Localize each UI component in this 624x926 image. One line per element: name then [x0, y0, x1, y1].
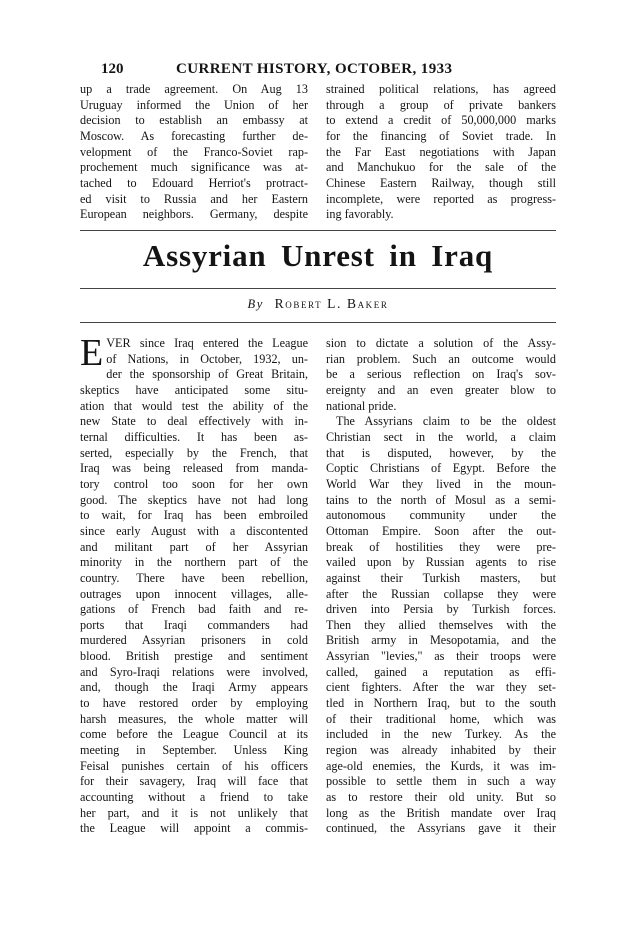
text-line: velopment of the Franco-Soviet rap-	[80, 144, 308, 159]
text-line: World War they lived in the moun-	[326, 476, 556, 491]
text-line: come before the League Council at its	[80, 727, 308, 742]
text-line: VER since Iraq entered the League	[106, 336, 308, 350]
text-line: the Far East negotiations with Japan	[326, 144, 556, 159]
text-line: ed visit to Russia and her Eastern	[80, 191, 308, 206]
prior-article-right-column	[326, 82, 556, 223]
text-line: and Syro-Iraqi relations were involved,	[80, 664, 308, 679]
text-line: called, gained a reputation as effi-	[326, 664, 556, 679]
text-line: blood. British prestige and sentiment	[80, 649, 308, 664]
text-line: tains to the north of Mosul as a semi-	[326, 492, 556, 507]
text-line: possible to settle them in such a way	[326, 774, 556, 789]
text-line: tached to Edouard Herriot's protract-	[80, 175, 308, 190]
text-line: European neighbors. Germany, despite	[80, 207, 308, 222]
text-line: for the financing of Soviet trade. In	[326, 128, 556, 143]
prior-article-left-column	[80, 82, 308, 223]
page-number: 120	[101, 61, 124, 77]
text-line: Uruguay informed the Union of her	[80, 97, 308, 112]
text-line: rian problem. Such an outcome would	[326, 351, 556, 366]
text-line: good. The skeptics have not had long	[80, 492, 308, 507]
text-line: gations of French bad faith and re-	[80, 602, 308, 617]
text-line: and Manchukuo for the sale of the	[326, 160, 556, 175]
text-line: of their traditional home, which was	[326, 711, 556, 726]
text-line: Then they allied themselves with the	[326, 617, 556, 632]
text-line: since early August with a discontented	[80, 523, 308, 538]
text-line: sion to dictate a solution of the Assy-	[326, 336, 556, 350]
text-line: the League will appoint a commis-	[80, 821, 308, 836]
text-line: Chinese Eastern Railway, though still	[326, 175, 556, 190]
text-line: through a group of private bankers	[326, 97, 556, 112]
text-line: national pride.	[326, 398, 397, 413]
text-line: ternal difficulties. It has been as-	[80, 429, 308, 444]
running-head: CURRENT HISTORY, OCTOBER, 1933	[176, 61, 453, 77]
text-line: meeting in September. Unless King	[80, 743, 308, 758]
text-line: Moscow. As forecasting further de-	[80, 128, 308, 143]
text-line: included in the new Turkey. As the	[326, 727, 556, 742]
author-name: Robert L. Baker	[274, 296, 389, 311]
divider-rule	[80, 288, 556, 289]
text-line: against their Turkish masters, but	[326, 570, 556, 585]
text-line: decision to establish an embassy at	[80, 113, 308, 128]
text-line: country. There have been rebellion,	[80, 570, 308, 585]
text-line: prochement much significance was at-	[80, 160, 308, 175]
text-line: break of hostilities they were pre-	[326, 539, 556, 554]
text-line: be a serious reflection on Iraq's sov-	[326, 367, 556, 382]
article-body-right-column	[326, 336, 556, 837]
text-line: long as the British mandate over Iraq	[326, 805, 556, 820]
text-line: age-old enemies, the Kurds, it was im-	[326, 758, 556, 773]
text-line: strained political relations, has agreed	[326, 82, 556, 96]
text-line: for their savagery, Iraq will face that	[80, 774, 308, 789]
text-line: murdered Assyrian prisoners in cold	[80, 633, 308, 648]
text-line: her part, and it is not unlikely that	[80, 805, 308, 820]
text-line: The Assyrians claim to be the oldest	[336, 414, 556, 429]
text-line: driven into Persia by Turkish forces.	[326, 602, 556, 617]
text-line: up a trade agreement. On Aug 13	[80, 82, 308, 96]
text-line: British army in Mesopotamia, and the	[326, 633, 556, 648]
text-line: Iraq was being released from manda-	[80, 461, 308, 476]
text-line: to wait, for Iraq has been embroiled	[80, 508, 308, 523]
text-line: autonomous community under the	[326, 508, 556, 523]
divider-rule	[80, 230, 556, 231]
text-line: and, though the Iraqi Army appears	[80, 680, 308, 695]
text-line: serted, especially by the French, that	[80, 445, 308, 460]
text-line: cient fighters. After the war they set-	[326, 680, 556, 695]
text-line: tled in Northern Iraq, but to the south	[326, 696, 556, 711]
text-line: incomplete, were reported as progress-	[326, 191, 556, 206]
text-line: ation that would test the ability of the	[80, 398, 308, 413]
text-line: and militant part of her Assyrian	[80, 539, 308, 554]
byline-prefix: By	[247, 297, 264, 311]
text-line: region was already inhabited by their	[326, 743, 556, 758]
drop-cap: E	[80, 332, 104, 374]
page-header	[0, 61, 624, 81]
text-line: as to restore their old unity. But so	[326, 790, 556, 805]
text-line: Assyrian "levies," as their troops were	[326, 649, 556, 664]
text-line: continued, the Assyrians gave it their	[326, 821, 556, 836]
article-title: Assyrian Unrest in Iraq	[142, 238, 494, 273]
text-line: that is disputed, however, by the	[326, 445, 556, 460]
text-line: to have restored order by employing	[80, 696, 308, 711]
text-line: tory control too soon for her own	[80, 476, 308, 491]
text-line: Ottoman Empire. Soon after the out-	[326, 523, 556, 538]
text-line: skeptics have anticipated some situ-	[80, 382, 308, 397]
text-line: after the Russian collapse they were	[326, 586, 556, 601]
text-line: Christian sect in the world, a claim	[326, 429, 556, 444]
byline	[80, 296, 556, 312]
text-line: outrages upon innocent villages, alle-	[80, 586, 308, 601]
text-line: ereignty and an even greater blow to	[326, 382, 556, 397]
article-body-left-column	[80, 332, 308, 837]
text-line: accounting without a friend to take	[80, 790, 308, 805]
text-line: Feisal punishes certain of his officers	[80, 758, 308, 773]
text-line: new State to deal effectively with in-	[80, 414, 308, 429]
divider-rule	[80, 322, 556, 323]
text-line: minority in the northern part of the	[80, 555, 308, 570]
text-line: Coptic Christians of Egypt. Before the	[326, 461, 556, 476]
text-line: harsh measures, the whole matter will	[80, 711, 308, 726]
text-line: vailed upon by Russian agents to rise	[326, 555, 556, 570]
text-line: der the sponsorship of Great Britain,	[106, 367, 308, 382]
text-line: ports that Iraqi commanders had	[80, 617, 308, 632]
text-line: to extend a credit of 50,000,000 marks	[326, 113, 556, 128]
text-line: ing favorably.	[326, 207, 394, 222]
text-line: of Nations, in October, 1932, un-	[106, 351, 308, 366]
